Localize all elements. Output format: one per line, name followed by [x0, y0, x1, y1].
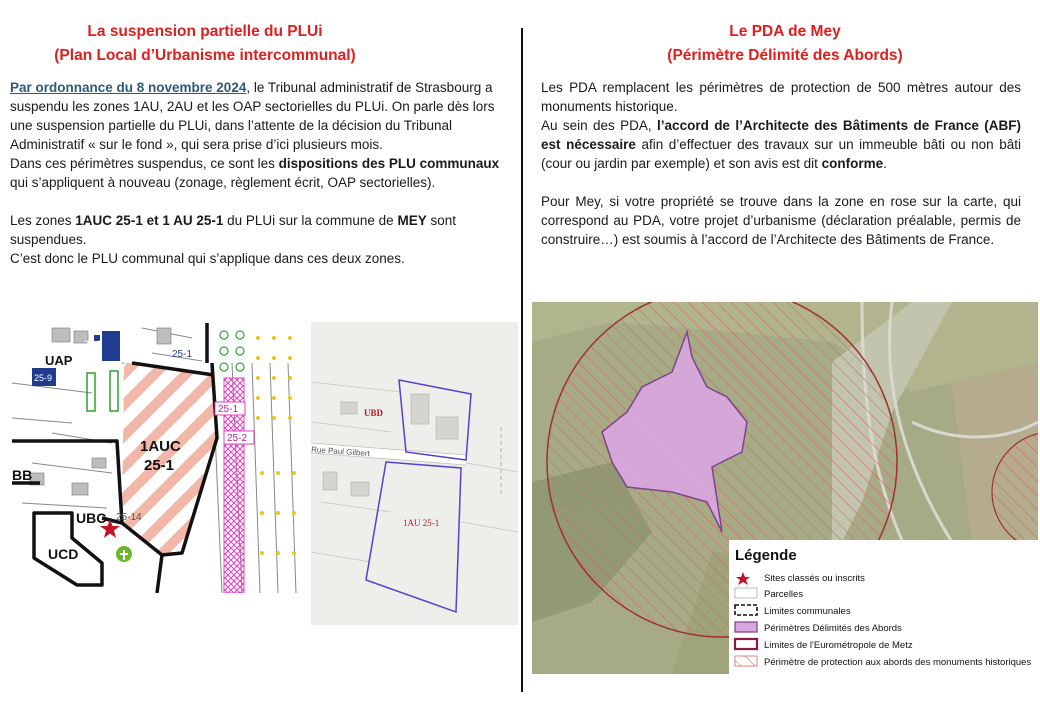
map-legend	[729, 540, 1038, 674]
map-label-1au-25-1: 1AU 25-1	[403, 518, 440, 528]
right-paragraph-2-bold1: l’accord de l’Architecte des Bâtiments de France (ABF) est nécessaire	[541, 118, 1021, 152]
right-title-line1: Le PDA de Mey	[729, 23, 841, 40]
right-paragraph-2	[541, 116, 1021, 173]
legend-item-pda: Périmètres Délimités des Abords	[764, 623, 902, 634]
left-title-line2: (Plan Local d’Urbanisme intercommunal)	[54, 47, 356, 64]
left-paragraph-3-a: Les zones	[10, 213, 76, 228]
ordonnance-link[interactable]: Par ordonnance du 8 novembre 2024	[10, 80, 247, 95]
legend-item-eurometropole: Limites de l'Eurométropole de Metz	[764, 640, 913, 651]
map-label-25-1-pink: 25-1	[218, 404, 239, 415]
map-label-25-1-top: 25-1	[172, 349, 193, 360]
legend-item-parcelles: Parcelles	[764, 589, 804, 600]
legend-title: Légende	[735, 547, 797, 564]
left-paragraph-3	[10, 211, 510, 249]
map-label-25-2-pink: 25-2	[227, 433, 248, 444]
map-label-bb: BB	[12, 467, 33, 483]
left-title-line1: La suspension partielle du PLUi	[87, 23, 323, 40]
map-label-ubc: UBC	[76, 510, 107, 526]
zoning-map-plui	[12, 323, 304, 593]
right-paragraph-2-bold2: conforme	[821, 156, 884, 171]
left-paragraph-3-bold2: MEY	[397, 213, 427, 228]
left-paragraph-1-text: , le Tribunal administratif de Strasbourg a suspendu les zones 1AU, 2AU et les OAP sectorielles du PLUi. On parle dès lors une suspension partielle du PLUi, dans l’attente de la décision du Tribunal Administratif « sur le fond », qui sera prise d’ici plusieurs mois.	[10, 80, 495, 152]
legend-parcel-icon	[735, 588, 757, 598]
legend-eurometropole-icon	[735, 639, 757, 649]
legend-item-limites-communales: Limites communales	[764, 606, 851, 617]
pda-map	[532, 302, 1038, 674]
map-label-uap: UAP	[45, 353, 73, 368]
right-paragraph-2-a: Au sein des PDA,	[541, 118, 658, 133]
map-label-25-14: 25-14	[116, 512, 142, 523]
left-paragraph-3-c: sont suspendues.	[10, 213, 456, 247]
left-text-block	[10, 78, 510, 268]
right-title-line2: (Périmètre Délimité des Abords)	[667, 47, 903, 64]
map-label-1auc: 1AUC	[140, 438, 181, 455]
legend-communal-icon	[735, 605, 757, 615]
right-paragraph-1: Les PDA remplacent les périmètres de protection de 500 mètres autour des monuments historique.	[541, 80, 1021, 114]
left-paragraph-2-a: Dans ces périmètres suspendus, ce sont les	[10, 156, 279, 171]
left-paragraph-2-b: qui s’appliquent à nouveau (zonage, règlement écrit, OAP sectorielles).	[10, 175, 436, 190]
right-text-block	[541, 78, 1021, 249]
legend-item-sites: Sites classés ou inscrits	[764, 573, 865, 584]
map-label-ucd: UCD	[48, 546, 79, 562]
map-label-25-9-b: 25-9	[34, 373, 53, 383]
legend-item-protection: Périmètre de protection aux abords des monuments historiques	[764, 657, 1032, 668]
map-label-25-9-a: 25-9	[84, 339, 103, 349]
map-label-25-1-main: 25-1	[144, 457, 175, 474]
left-title	[10, 20, 400, 68]
legend-pda-icon	[735, 622, 757, 632]
zoning-map-plu-communal	[311, 322, 518, 625]
right-paragraph-2-c: .	[883, 156, 887, 171]
left-paragraph-1	[10, 78, 510, 154]
right-paragraph-2-b: afin d’effectuer des travaux sur un immeuble bâti ou non bâti (cour ou jardin par exemple) et son avis est dit	[541, 137, 1022, 171]
left-paragraph-2-bold: dispositions des PLU communaux	[278, 156, 500, 171]
left-paragraph-3-b: du PLUi sur la commune de	[223, 213, 398, 228]
map-label-street: Rue Paul Gilbert	[311, 445, 371, 459]
column-divider	[521, 28, 523, 692]
right-title	[530, 20, 1040, 68]
legend-protection-icon	[735, 656, 757, 666]
left-paragraph-2	[10, 154, 510, 192]
map-label-ubd: UBD	[364, 408, 384, 418]
left-paragraph-4: C’est donc le PLU communal qui s’applique dans ces deux zones.	[10, 251, 405, 266]
left-paragraph-3-bold1: 1AUC 25-1 et 1 AU 25-1	[75, 213, 224, 228]
right-paragraph-3: Pour Mey, si votre propriété se trouve dans la zone en rose sur la carte, qui correspond au PDA, votre projet d’urbanisme (déclaration préalable, permis de construire…) est soumis à l’accord de l’Architecte des Bâtiments de France.	[541, 194, 1021, 247]
